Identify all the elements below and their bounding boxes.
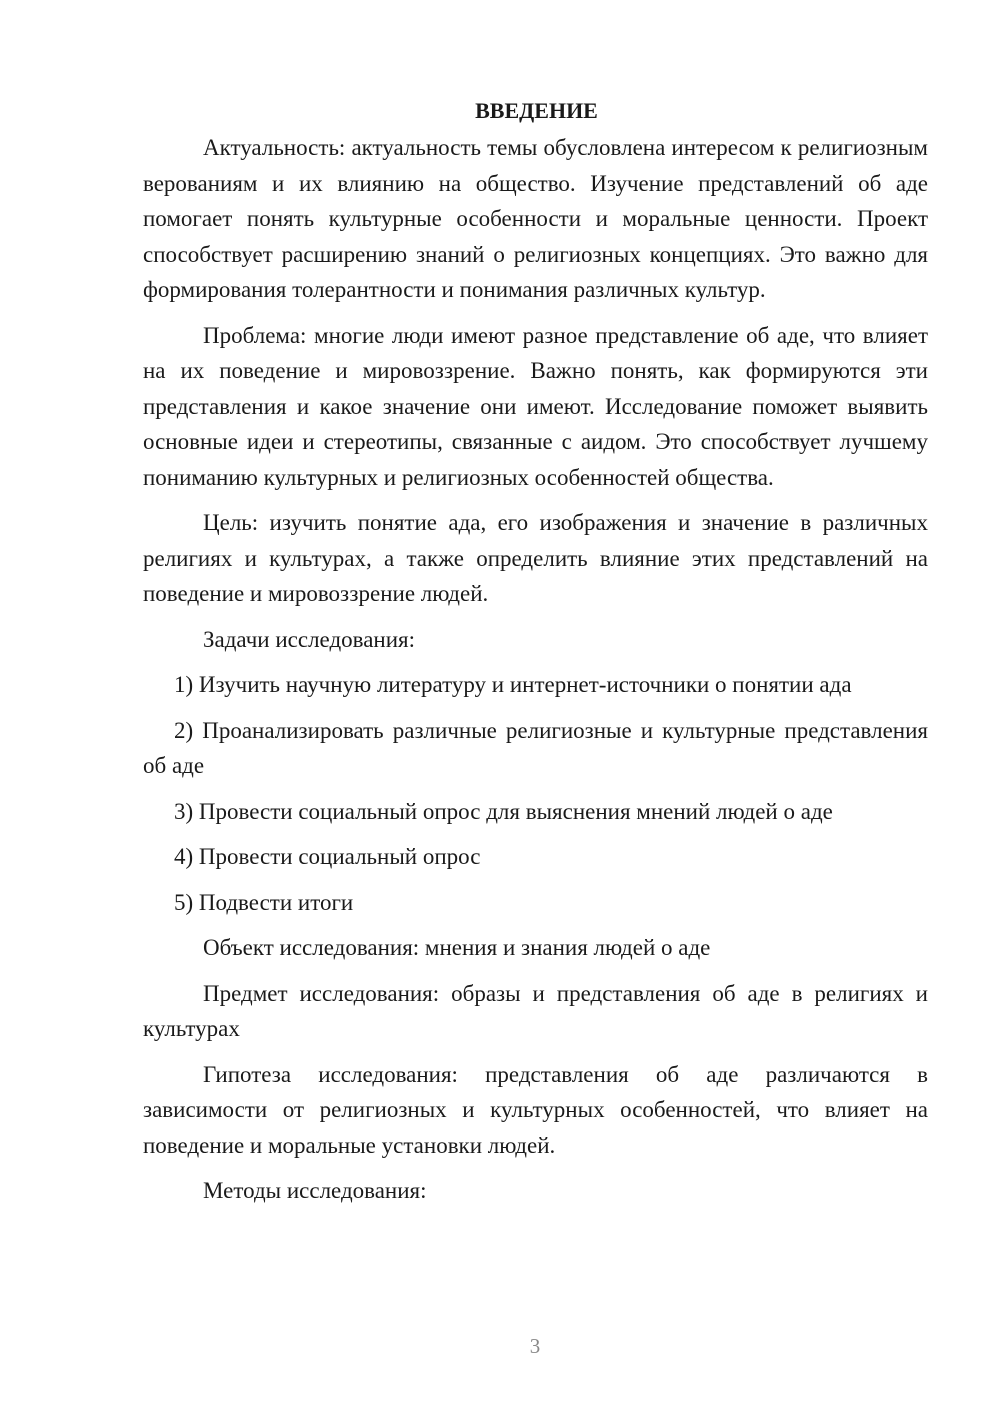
task-item-3: 3) Провести социальный опрос для выяснения мнений людей о аде [174,798,833,824]
task-item-2: 2) Проанализировать различные религиозные и культурные представления об аде [143,717,928,778]
task-item-4: 4) Провести социальный опрос [174,844,481,869]
relevance-paragraph: Актуальность: актуальность темы обусловлена интересом к религиозным верованиям и их влиянию на общество. Изучение представлений об аде помогает понять культурные особенности и моральные ценности. Проект способствует расширению знаний о религиозных концепциях. Это важно для формирования толерантности и понимания различных культур. [143,135,928,302]
tasks-heading: Задачи исследования: [203,626,416,652]
research-object-paragraph: Объект исследования: мнения и знания людей о аде [203,935,711,960]
goal-paragraph: Цель: изучить понятие ада, его изображения и значение в различных религиях и культурах, а также определить влияние этих представлений на поведение и мировоззрение людей. [143,510,928,606]
methods-heading: Методы исследования: [203,1178,427,1203]
page-content [143,93,928,1209]
research-subject-paragraph: Предмет исследования: образы и представления об аде в религиях и культурах [143,980,928,1041]
problem-paragraph: Проблема: многие люди имеют разное представление об аде, что влияет на их поведение и мировоззрение. Важно понять, как формируются эти представления и какое значение они имеют. Исследование поможет выявить основные идеи и стереотипы, связанные с аидом. Это способствует лучшему пониманию культурных и религиозных особенностей общества. [143,322,928,490]
hypothesis-paragraph: Гипотеза исследования: представления об аде различаются в зависимости от религиозных и культурных особенностей, что влияет на поведение и моральные установки людей. [143,1061,928,1158]
page-number: 3 [529,1334,541,1358]
task-item-5: 5) Подвести итоги [174,889,354,915]
task-item-1: 1) Изучить научную литературу и интернет-источники о понятии ада [174,672,852,697]
section-title: ВВЕДЕНИЕ [475,98,598,123]
